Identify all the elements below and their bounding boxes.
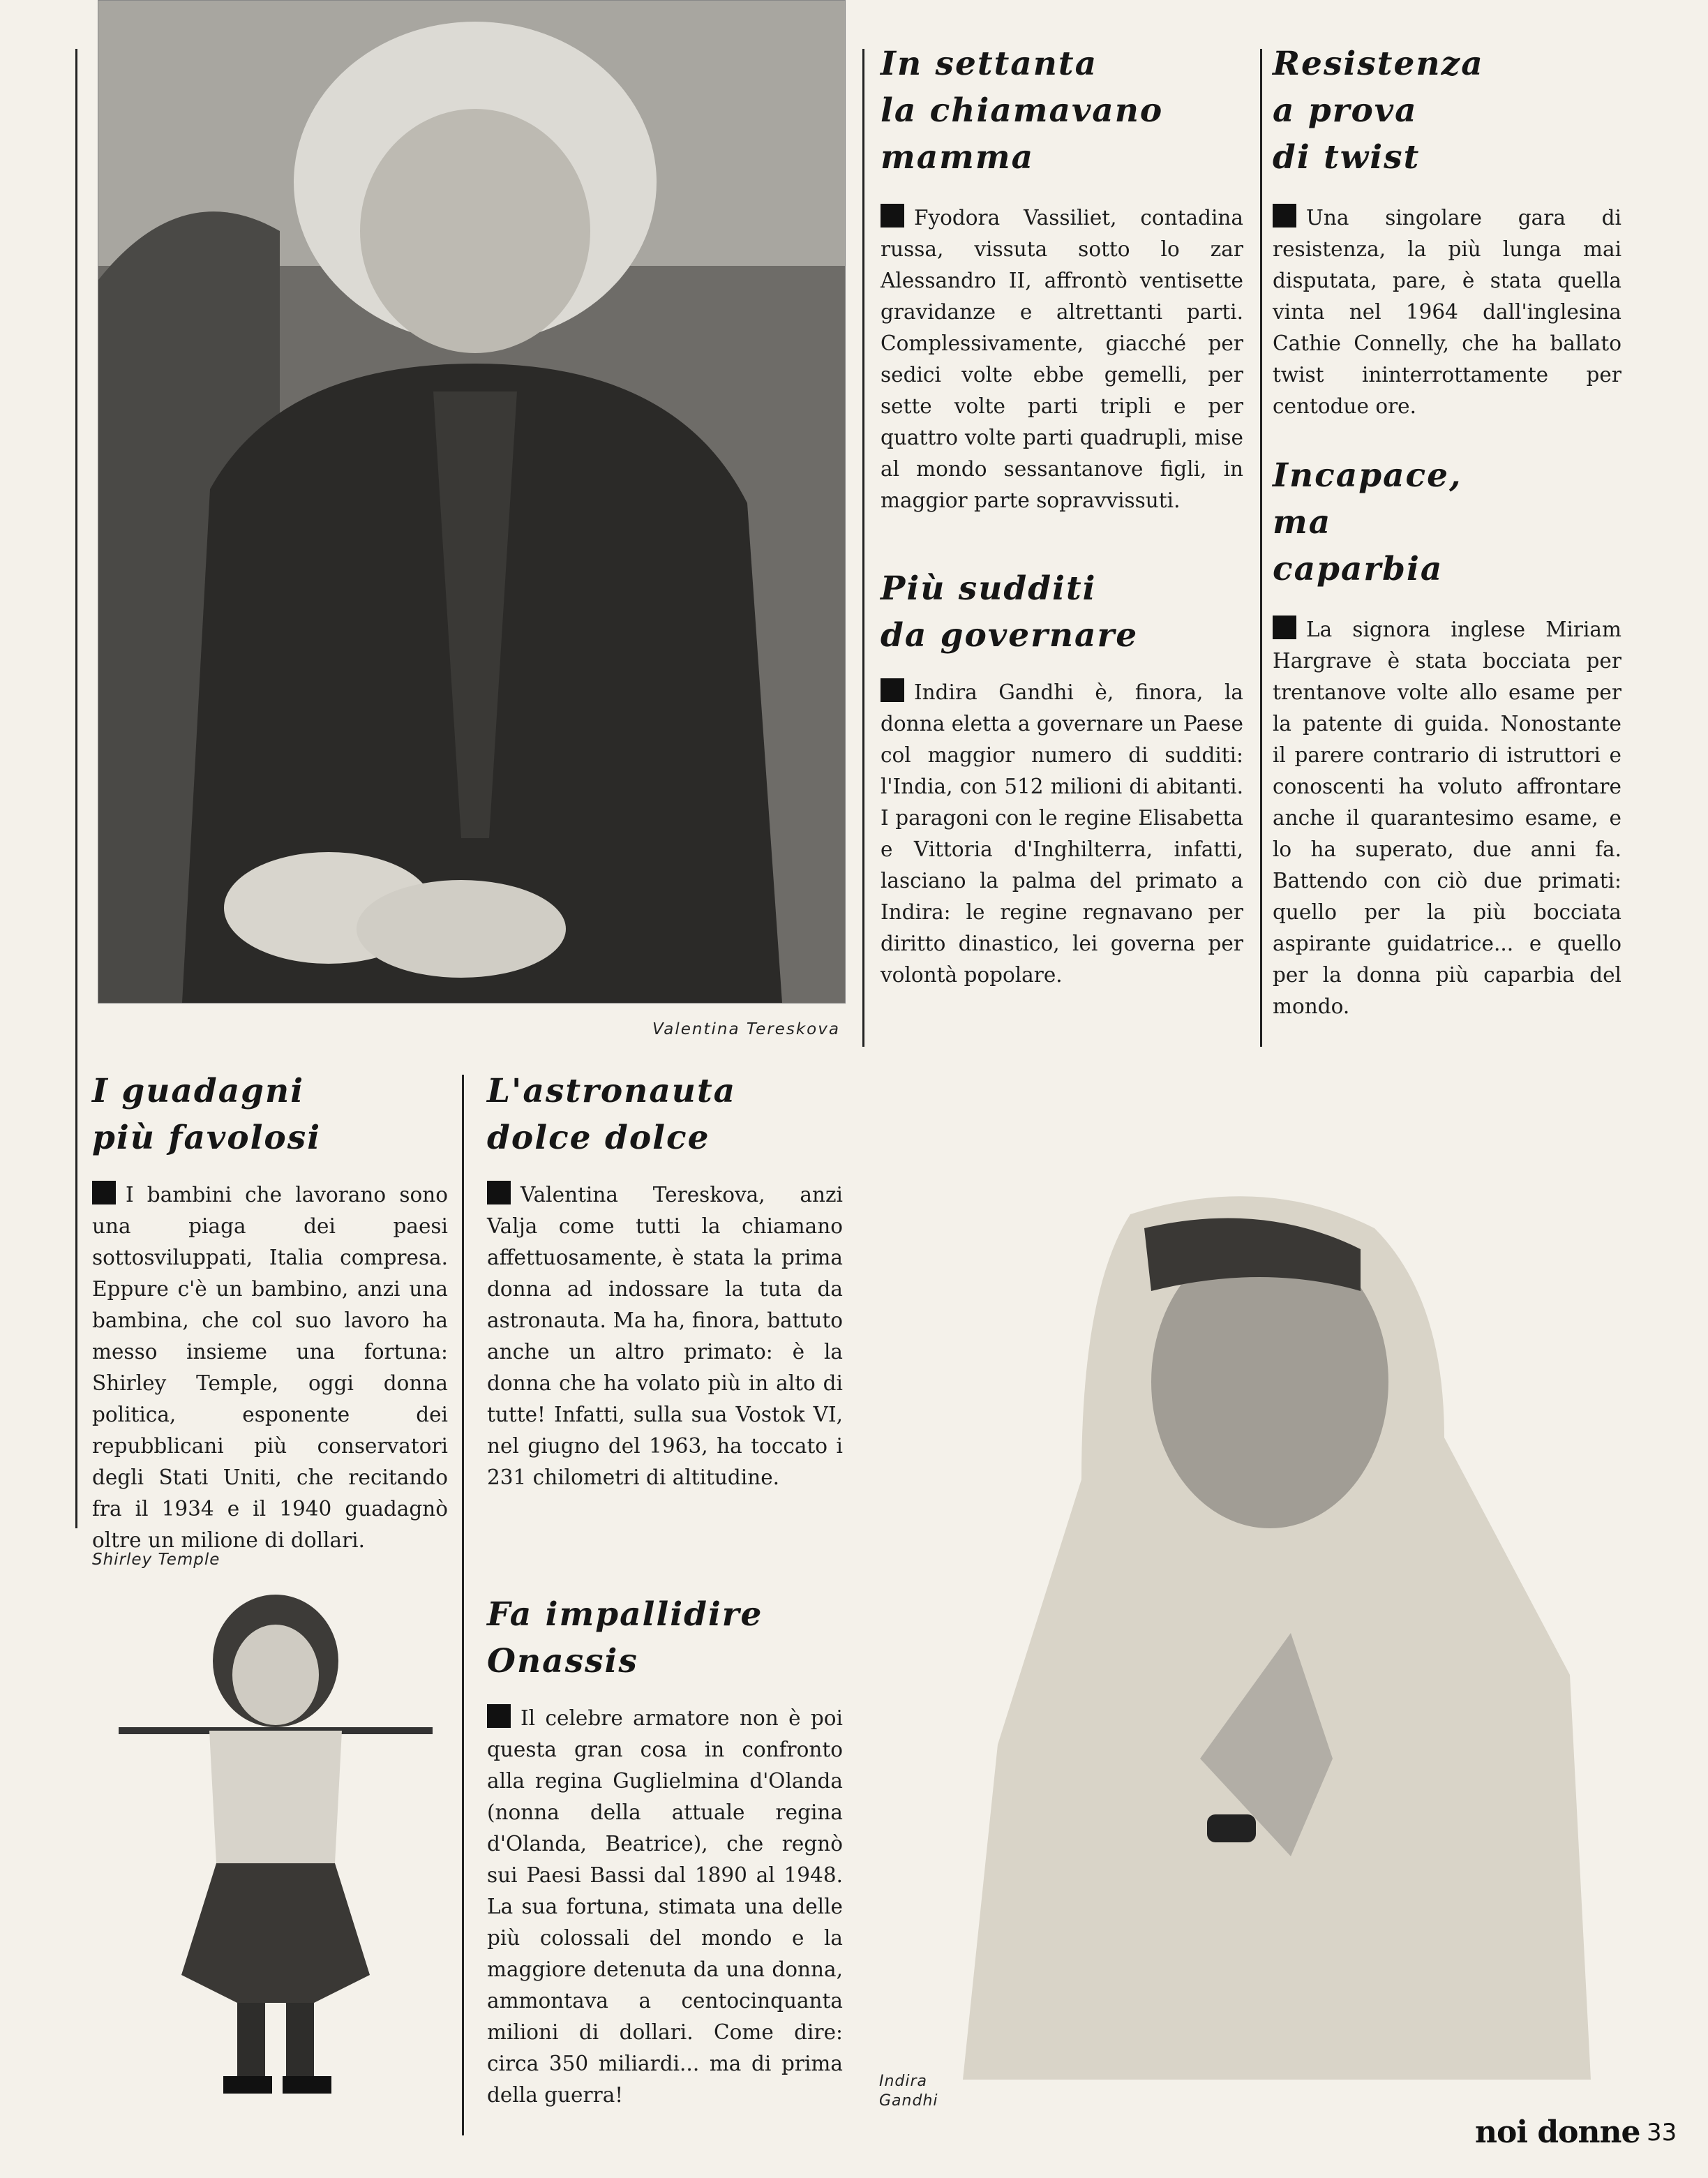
column-rule-center	[862, 49, 864, 1047]
article-astronauta: Valentina Tereskova, anzi Valja come tutti la chiamano affettuosamente, è stata la prima donna ad indossare la tuta da astronauta. Ma ha, finora, battuto anche un altro primato: è la donna che ha volato più in alto di tutte! Infatti, sulla sua Vostok VI, nel giugno del 1963, ha toccato i 231 chilometri di altitudine.	[487, 1179, 843, 1493]
caption-gandhi-line1: Indira	[879, 2073, 928, 2090]
temple-illustration	[105, 1584, 447, 2108]
caption-shirley-temple: Shirley Temple	[92, 1551, 220, 1569]
bullet-square	[881, 678, 904, 702]
caption-tereskova: Valentina Tereskova	[652, 1020, 840, 1038]
headline-onassis: Fa impallidire Onassis	[487, 1595, 763, 1680]
headline-twist: Resistenza a prova di twist	[1273, 45, 1484, 177]
caption-gandhi-line2: Gandhi	[879, 2092, 938, 2110]
bullet-square	[881, 204, 904, 228]
bullet-square	[1273, 616, 1296, 639]
page-number: 33	[1647, 2119, 1677, 2147]
headline-caparbia: Incapace, ma caparbia	[1273, 456, 1462, 588]
column-rule-left	[75, 49, 77, 1528]
tereskova-illustration	[98, 1, 845, 1003]
gandhi-illustration	[872, 1186, 1619, 2080]
article-onassis: Il celebre armatore non è poi questa gran cosa in confronto alla regina Guglielmina d'Olanda (nonna della attuale regina d'Olanda, Beatrice), che regnò sui Paesi Bassi dal 1890 al 1948. La sua fortuna, stimata una delle più colossali del mondo e la maggiore detenuta da una donna, ammontava a centocinquanta milioni di dollari. Come dire: circa 350 miliardi... ma di prima della guerra!	[487, 1703, 843, 2111]
column-rule-right	[1260, 49, 1262, 1047]
article-caparbia: La signora inglese Miriam Hargrave è stata bocciata per trentanove volte allo esame per la patente di guida. Nonostante il parere contrario di istruttori e conoscenti ha voluto affrontare anche il quarantesimo esame, e lo ha superato, due anni fa. Battendo con ciò due primati: quello per la più bocciata aspirante guidatrice... e quello per la donna più caparbia del mondo.	[1273, 614, 1621, 1022]
magazine-logo: noi donne	[1475, 2114, 1640, 2150]
photo-indira-gandhi	[872, 1186, 1619, 2080]
article-sudditi: Indira Gandhi è, finora, la donna eletta a governare un Paese col maggior numero di sudditi: l'India, con 512 milioni di abitanti. I paragoni con le regine Elisabetta e Vittoria d'Inghilterra, infatti, lasciano la palma del primato a Indira: le regine regnavano per diritto dinastico, lei governa per volontà popolare.	[881, 677, 1243, 991]
article-twist: Una singolare gara di resistenza, la più lunga mai disputata, pare, è stata quella vinta nel 1964 dall'inglesina Cathie Connelly, che ha ballato twist ininterrottamente per centodue ore.	[1273, 202, 1621, 422]
headline-astronauta: L'astronauta dolce dolce	[487, 1072, 737, 1157]
article-mamma: Fyodora Vassiliet, contadina russa, vissuta sotto lo zar Alessandro II, affrontò ventisette gravidanze e altrettanti parti. Complessivamente, giacché per sedici volte ebbe gemelli, per sette volte parti tripli e per quattro volte parti quadrupli, mise al mondo sessantanove figli, in maggior parte sopravvissuti.	[881, 202, 1243, 516]
headline-sudditi: Più sudditi da governare	[881, 569, 1139, 655]
headline-mamma: In settanta la chiamavano mamma	[881, 45, 1164, 177]
article-guadagni: I bambini che lavorano sono una piaga dei paesi sottosviluppati, Italia compresa. Eppure c'è un bambino, anzi una bambina, che col suo lavoro ha messo insieme una fortuna: Shirley Temple, oggi donna politica, esponente dei repubblicani più conservatori degli Stati Uniti, che recitando fra il 1934 e il 1940 guadagnò oltre un milione di dollari.	[92, 1179, 448, 1556]
photo-valentina-tereskova	[98, 0, 846, 1004]
photo-shirley-temple	[105, 1584, 447, 2108]
bullet-square	[1273, 204, 1296, 228]
bullet-square	[487, 1704, 511, 1728]
bullet-square	[92, 1181, 116, 1204]
column-rule-mid	[462, 1075, 464, 2135]
headline-guadagni: I guadagni più favolosi	[92, 1072, 322, 1157]
bullet-square	[487, 1181, 511, 1204]
